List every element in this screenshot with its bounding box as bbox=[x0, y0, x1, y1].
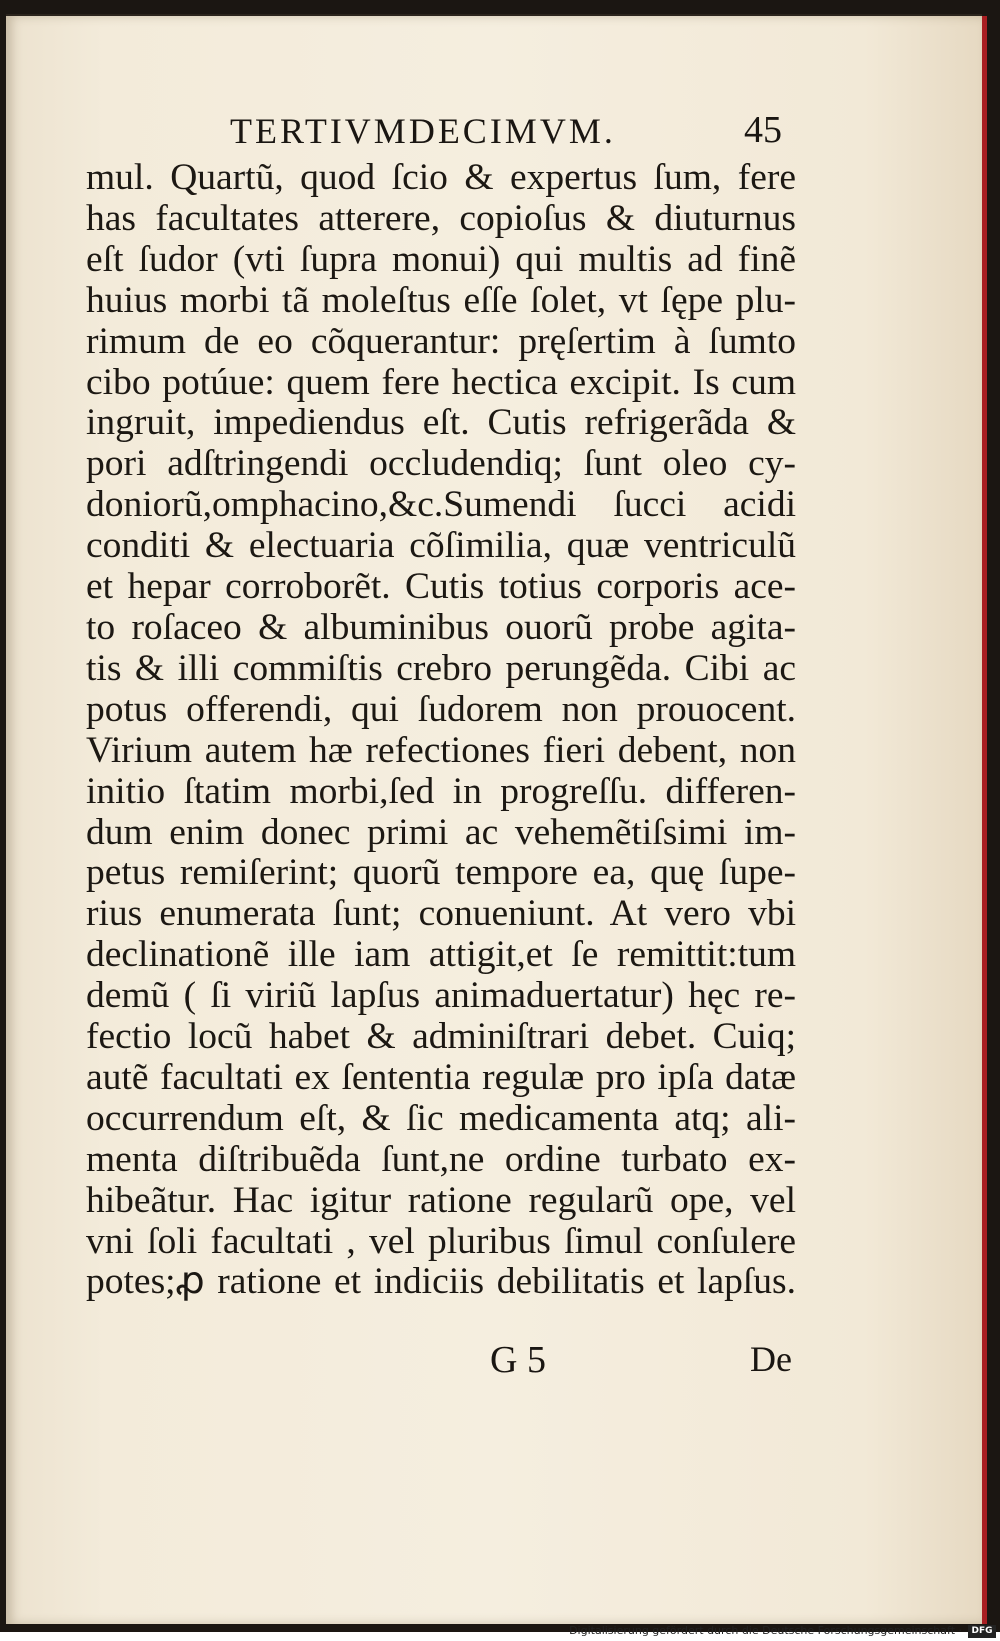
running-head: TERTIVMDECIMVM. bbox=[230, 111, 616, 151]
catchword: De bbox=[750, 1339, 792, 1379]
text-line: doniorũ,omphacino,&c.Sumendi ſucci acidi bbox=[86, 484, 796, 526]
text-line: conditi & electuaria cõſimilia, quæ ventriculũ bbox=[86, 525, 796, 567]
text-line: occurrendum eſt, & ſic medicamenta atq; ali- bbox=[86, 1097, 796, 1139]
text-line: potus offerendi, qui ſudorem non prouocent. bbox=[86, 688, 796, 730]
text-line: menta diſtribuẽda ſunt,ne ordine turbato ex- bbox=[86, 1138, 796, 1180]
text-line: rius enumerata ſunt; conueniunt. At vero vbi bbox=[86, 893, 796, 935]
body-text bbox=[86, 158, 796, 1303]
text-line: Virium autem hæ refectiones fieri debent, non bbox=[86, 729, 796, 771]
text-line: autẽ facultati ex ſententia regulæ pro ipſa datæ bbox=[86, 1056, 796, 1098]
text-line: eſt ſudor (vti ſupra monui) qui multis ad finẽ bbox=[86, 238, 796, 280]
text-line: has facultates atterere, copioſus & diuturnus bbox=[86, 197, 796, 239]
text-line: hibeãtur. Hac igitur ratione regularũ ope, vel bbox=[86, 1179, 796, 1221]
text-line: declinationẽ ille iam attigit,et ſe remittit:tum bbox=[86, 934, 796, 976]
text-line: initio ſtatim morbi,ſed in progreſſu. differen- bbox=[86, 770, 796, 812]
text-line: huius morbi tã moleſtus eſſe ſolet, vt ſępe plu- bbox=[86, 279, 796, 321]
text-line: demũ ( ſi viriũ lapſus animaduertatur) hęc re- bbox=[86, 975, 796, 1017]
text-line: vni ſoli facultati , vel pluribus ſimul conſulere bbox=[86, 1220, 796, 1262]
page-number: 45 bbox=[744, 109, 782, 151]
text-line: potes;ꝓ ratione et indiciis debilitatis et lapſus. bbox=[86, 1261, 796, 1303]
text-line: et hepar corroborẽt. Cutis totius corporis ace- bbox=[86, 566, 796, 608]
text-line: tis & illi commiſtis crebro perungẽda. Cibi ac bbox=[86, 647, 796, 689]
text-line: cibo potúue: quem fere hectica excipit. Is cum bbox=[86, 361, 796, 403]
text-line: mul. Quartũ, quod ſcio & expertus ſum, fere bbox=[86, 157, 796, 198]
text-line: fectio locũ habet & adminiſtrari debet. Cuiq; bbox=[86, 1016, 796, 1058]
text-line: petus remiſerint; quorũ tempore ea, quę ſupe- bbox=[86, 852, 796, 894]
signature-mark: G 5 bbox=[490, 1339, 546, 1381]
text-line: to roſaceo & albuminibus ouorũ probe agita- bbox=[86, 606, 796, 648]
dfg-logo-icon: DFG bbox=[968, 1625, 996, 1638]
text-line: dum enim donec primi ac vehemẽtiſsimi im- bbox=[86, 811, 796, 853]
text-line: rimum de eo cõquerantur: pręſertim à ſumto bbox=[86, 320, 796, 362]
text-line: ingruit, impediendus eſt. Cutis refrigerãda & bbox=[86, 402, 796, 444]
text-line: pori adſtringendi occludendiq; ſunt oleo cy- bbox=[86, 443, 796, 485]
digitization-credit: Digitalisierung gefördert durch die Deutsche Forschungsgemeinschaft · bbox=[569, 1624, 962, 1637]
